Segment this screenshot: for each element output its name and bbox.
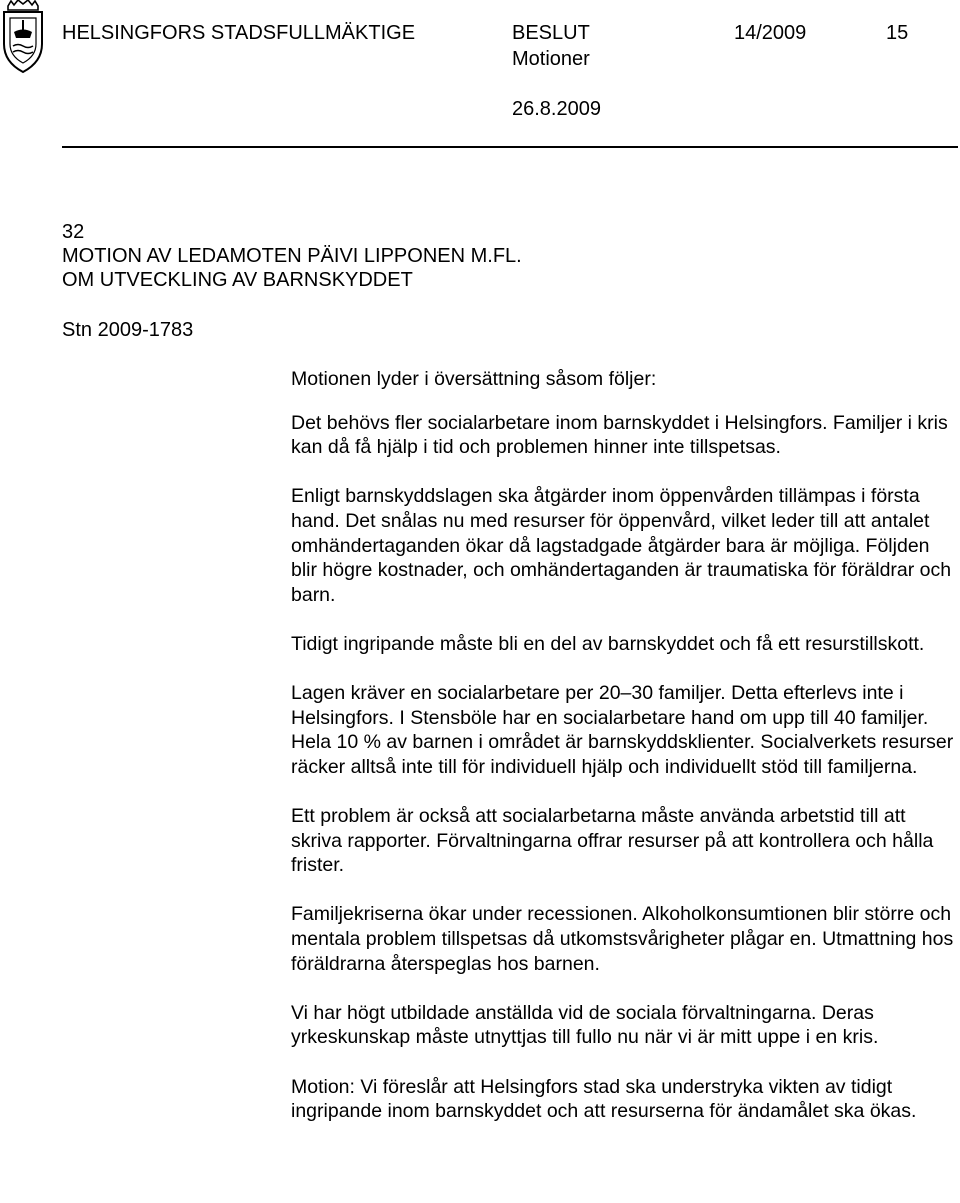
item-number: 32	[62, 221, 85, 243]
header-page-number: 15	[886, 22, 909, 44]
motion-body	[291, 367, 959, 1148]
header-date: 26.8.2009	[512, 98, 601, 120]
item-title-line1: MOTION AV LEDAMOTEN PÄIVI LIPPONEN M.FL.	[62, 245, 522, 267]
header-divider	[62, 146, 958, 148]
body-paragraph: Enligt barnskyddslagen ska åtgärder inom öppenvården tillämpas i första hand. Det snålas nu med resurser för öppenvård, vilket leder till att antalet omhändertaganden ökar då lagstadgade åtgärder bara är möjliga. Följden blir högre kostnader, och omhändertaganden är traumatiska för föräldrar och barn.	[291, 485, 952, 606]
item-reference: Stn 2009-1783	[62, 319, 194, 341]
body-paragraph: Lagen kräver en socialarbetare per 20–30 familjer. Detta efterlevs inte i Helsingfors. I Stensböle har en socialarbetare hand om upp till 40 familjer. Hela 10 % av barnen i området är barnskyddsklienter. Socialverkets resurser räcker alltså inte till för individuell hjälp och individuellt stöd till familjerna.	[291, 682, 954, 778]
helsinki-coat-of-arms-icon	[0, 0, 46, 74]
header-doc-subtype: Motioner	[512, 48, 590, 70]
body-intro: Motionen lyder i översättning såsom följer:	[291, 368, 657, 390]
header-org: HELSINGFORS STADSFULLMÄKTIGE	[62, 22, 416, 44]
body-paragraph: Familjekriserna ökar under recessionen. Alkoholkonsumtionen blir större och mentala problem tillspetsas då utkomstsvårigheter plågar en. Utmattning hos föräldrarna återspeglas hos barnen.	[291, 903, 954, 975]
header-number: 14/2009	[734, 22, 807, 44]
header-doc-type: BESLUT	[512, 22, 590, 44]
body-paragraph: Det behövs fler socialarbetare inom barnskyddet i Helsingfors. Familjer i kris kan då få hjälp i tid och problemen hinner inte tillspetsas.	[291, 411, 948, 459]
item-title-line2: OM UTVECKLING AV BARNSKYDDET	[62, 269, 413, 291]
body-paragraph: Tidigt ingripande måste bli en del av barnskyddet och få ett resurstillskott.	[291, 632, 925, 655]
body-paragraph: Ett problem är också att socialarbetarna måste använda arbetstid till att skriva rapporter. Förvaltningarna offrar resurser på att kontrollera och hålla frister.	[291, 805, 934, 877]
body-paragraph: Vi har högt utbildade anställda vid de sociala förvaltningarna. Deras yrkeskunskap måste utnyttjas till fullo nu när vi är mitt uppe i en kris.	[291, 1001, 879, 1049]
body-motion-proposal: Motion: Vi föreslår att Helsingfors stad ska understryka vikten av tidigt ingripande inom barnskyddet och att resurserna för ändamålet ska ökas.	[291, 1075, 917, 1123]
